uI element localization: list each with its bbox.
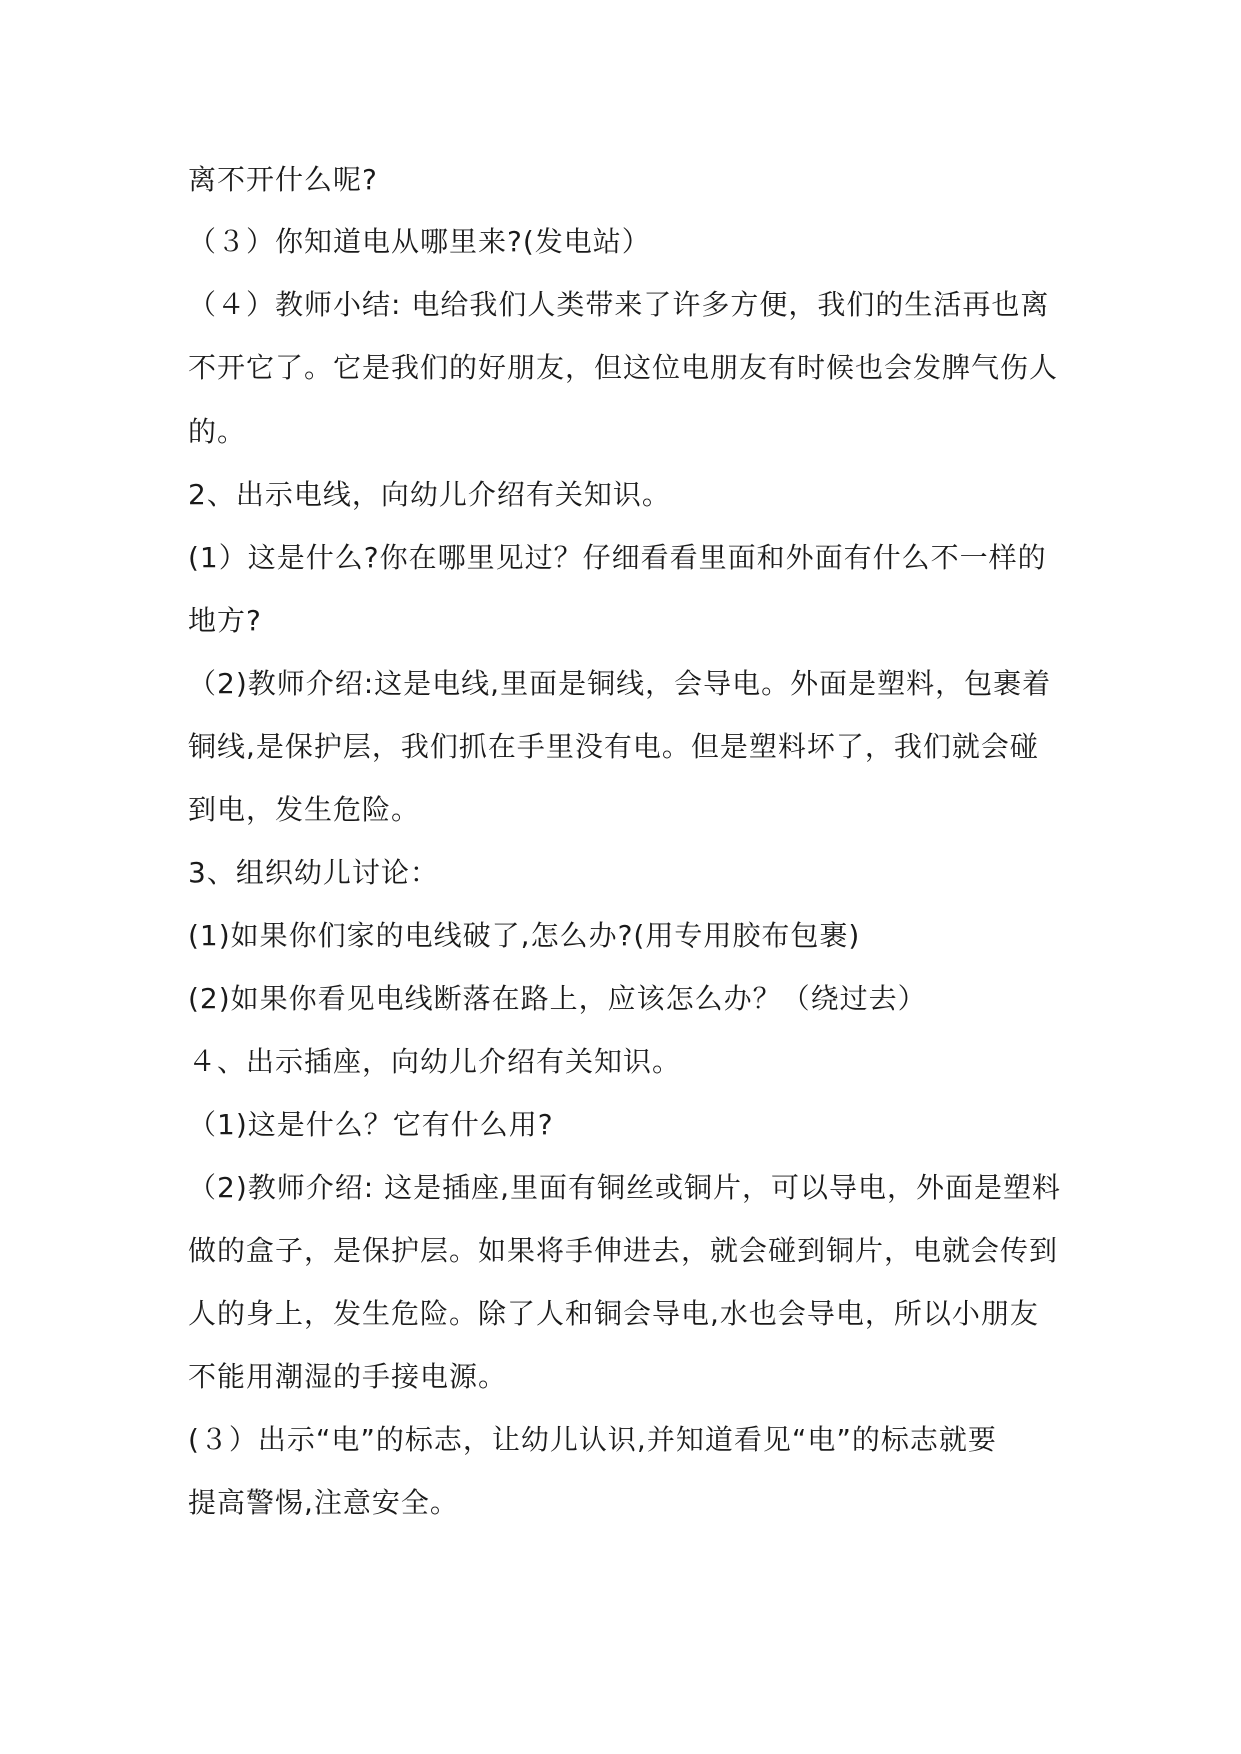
text-line: （４）教师小结: 电给我们人类带来了许多方便，我们的生活再也离 <box>188 288 1050 321</box>
text-line: （３）你知道电从哪里来?(发电站） <box>188 225 651 258</box>
text-line: (３）出示“电”的标志，让幼儿认识,并知道看见“电”的标志就要 <box>188 1423 997 1456</box>
text-line: 2、出示电线，向幼儿介绍有关知识。 <box>188 478 671 511</box>
text-line: 离不开什么呢? <box>188 163 378 196</box>
text-line: （2)教师介绍: 这是插座,里面有铜丝或铜片，可以导电，外面是塑料 <box>188 1171 1061 1204</box>
text-line: (2)如果你看见电线断落在路上，应该怎么办？（绕过去） <box>188 982 927 1015</box>
text-line: （1)这是什么？它有什么用? <box>188 1108 554 1141</box>
text-line: （2)教师介绍:这是电线,里面是铜线，会导电。外面是塑料，包裹着 <box>188 667 1052 700</box>
text-line: 不能用潮湿的手接电源。 <box>188 1360 508 1393</box>
text-line: 铜线,是保护层，我们抓在手里没有电。但是塑料坏了，我们就会碰 <box>188 730 1039 763</box>
text-line: 3、组织幼儿讨论： <box>188 856 439 889</box>
text-line: 的。 <box>188 415 247 448</box>
text-line: 做的盒子，是保护层。如果将手伸进去，就会碰到铜片，电就会传到 <box>188 1234 1059 1267</box>
text-line: (1)如果你们家的电线破了,怎么办?(用专用胶布包裹) <box>188 919 861 952</box>
text-line: 地方? <box>188 604 262 637</box>
text-line: 提高警惕,注意安全。 <box>188 1486 459 1519</box>
text-line: ４、出示插座，向幼儿介绍有关知识。 <box>188 1045 682 1078</box>
text-line: 到电，发生危险。 <box>188 793 421 826</box>
text-line: (1）这是什么?你在哪里见过？仔细看看里面和外面有什么不一样的 <box>188 541 1047 574</box>
text-line: 不开它了。它是我们的好朋友，但这位电朋友有时候也会发脾气伤人 <box>188 351 1059 384</box>
text-line: 人的身上，发生危险。除了人和铜会导电,水也会导电，所以小朋友 <box>188 1297 1039 1330</box>
